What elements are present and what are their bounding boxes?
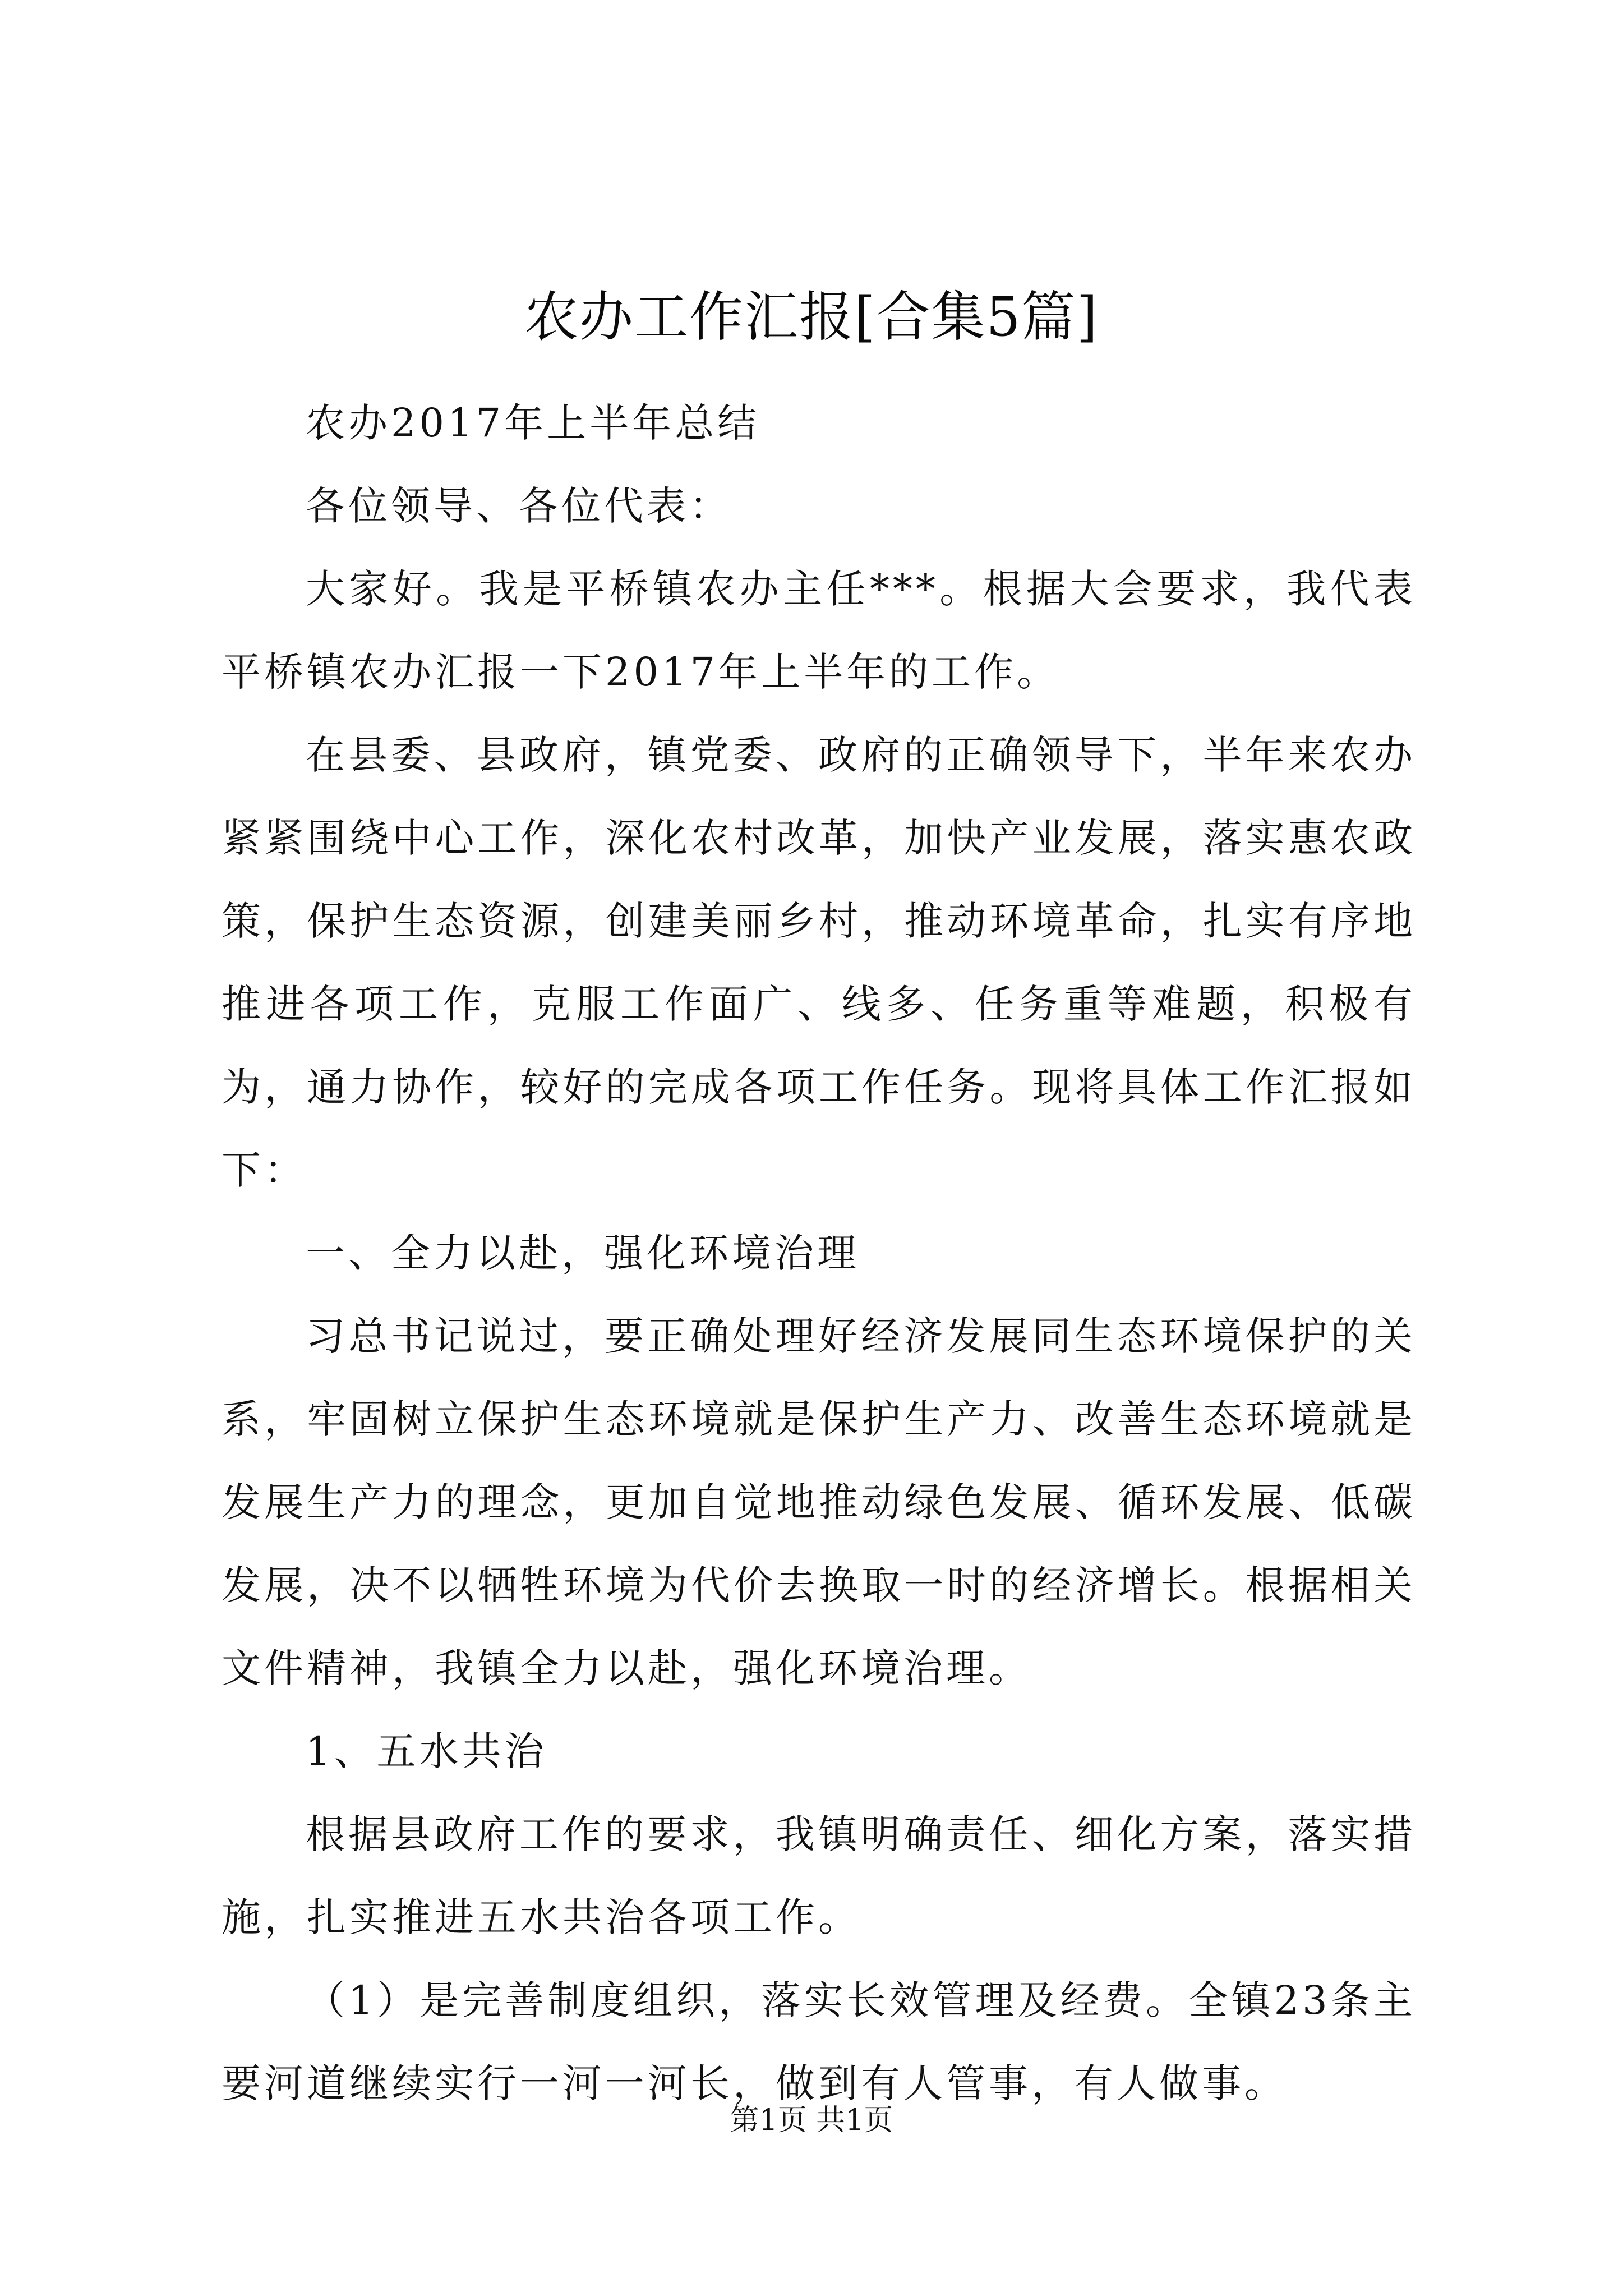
paragraph-overview: 在县委、县政府，镇党委、政府的正确领导下，半年来农办紧紧围绕中心工作，深化农村改革，加快产业发展，落实惠农政策，保护生态资源，创建美丽乡村，推动环境革命，扎实有序地推进各项工作，克服工作面广、线多、任务重等难题，积极有为，通力协作，较好的完成各项工作任务。现将具体工作汇报如下： bbox=[222, 732, 1416, 1193]
paragraph-salutation: 各位领导、各位代表： bbox=[306, 483, 732, 529]
paragraph-water-governance: 根据县政府工作的要求，我镇明确责任、细化方案，落实措施，扎实推进五水共治各项工作。 bbox=[222, 1811, 1416, 1940]
document-body bbox=[222, 381, 1416, 2125]
subsection-heading-1: 1、五水共治 bbox=[306, 1728, 547, 1774]
document-title: 农办工作汇报[合集5篇] bbox=[524, 286, 1099, 348]
paragraph-subtitle: 农办2017年上半年总结 bbox=[306, 400, 760, 446]
paragraph-environment: 习总书记说过，要正确处理好经济发展同生态环境保护的关系，牢固树立保护生态环境就是保护生产力、改善生态环境就是发展生产力的理念，更加自觉地推动绿色发展、循环发展、低碳发展，决不以牺牲环境为代价去换取一时的经济增长。根据相关文件精神，我镇全力以赴，强化环境治理。 bbox=[222, 1313, 1416, 1691]
paragraph-greeting: 大家好。我是平桥镇农办主任***。根据大会要求，我代表平桥镇农办汇报一下2017年上半年的工作。 bbox=[222, 566, 1416, 695]
page-footer: 第1页 共1页 bbox=[730, 2104, 893, 2137]
section-heading-1: 一、全力以赴，强化环境治理 bbox=[306, 1230, 860, 1276]
paragraph-item-1: （1）是完善制度组织，落实长效管理及经费。全镇23条主要河道继续实行一河一河长，做到有人管事，有人做事。 bbox=[222, 1977, 1416, 2106]
